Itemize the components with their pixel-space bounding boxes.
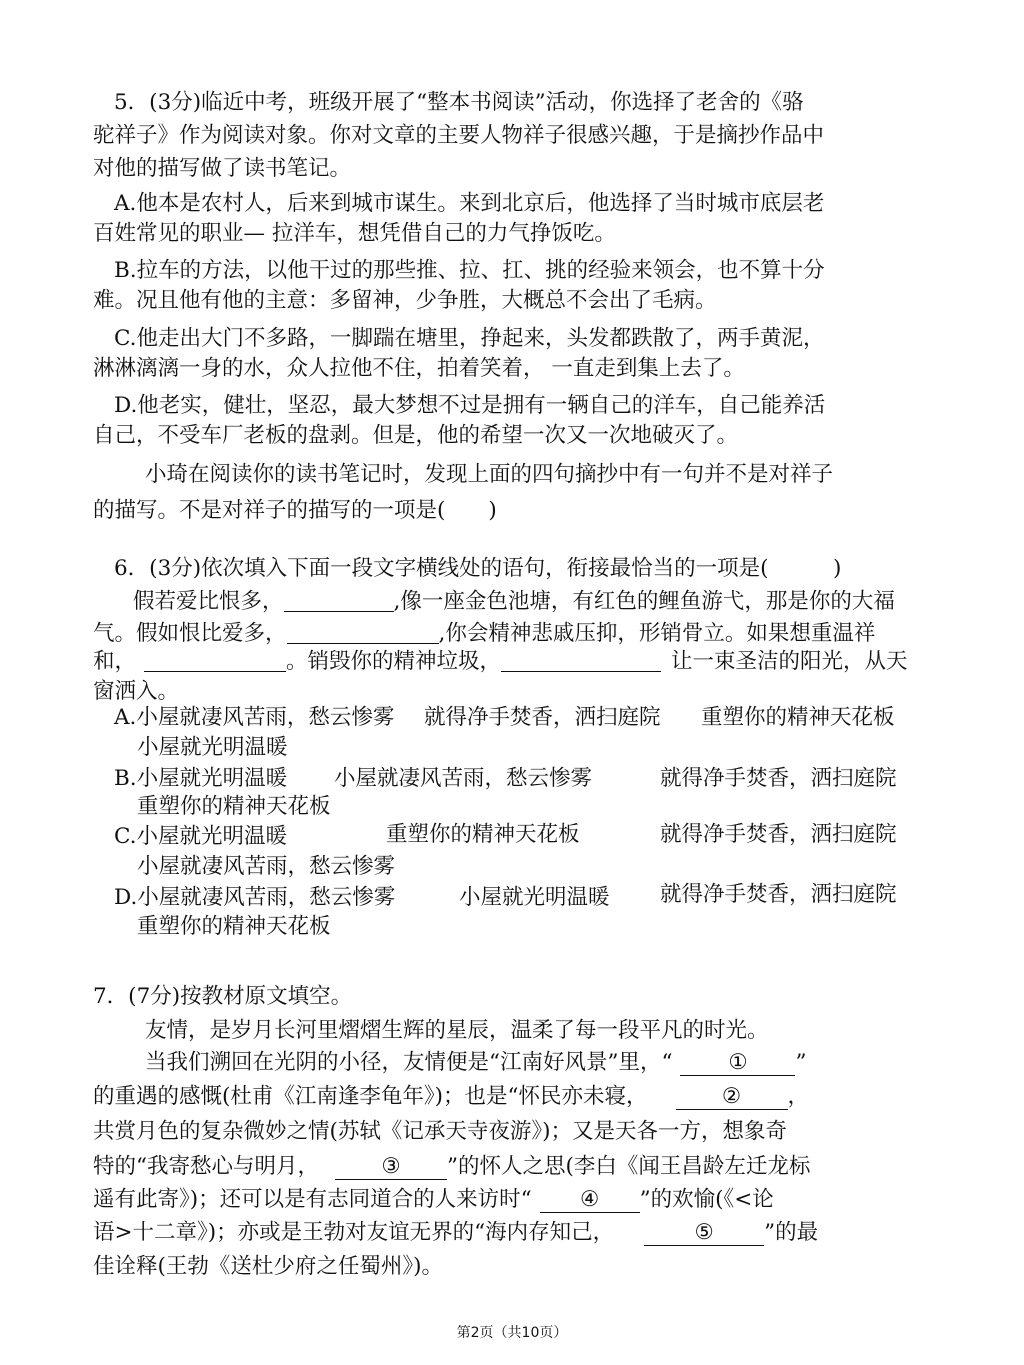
q6-passage-line-2: [93, 619, 875, 649]
q6-option-a-part-4: 小屋就光明温暖: [137, 735, 288, 760]
q6-passage-text: 让一束圣洁的阳光，从天: [671, 649, 908, 674]
q6-option-d-part-3: 就得净手焚香，洒扫庭院: [660, 882, 897, 907]
q7-text: 遥有此寄》)；还可以是有志同道合的人来访时“: [93, 1187, 532, 1212]
q6-passage-line-3: [93, 647, 908, 677]
q6-option-b-part-2: 小屋就凄风苦雨，愁云惨雾: [334, 766, 593, 791]
q7-blank-2[interactable]: ②: [676, 1085, 788, 1110]
q6-option-c-part-3: 就得净手焚香，洒扫庭院: [660, 822, 897, 847]
q5-option-d-line-2: 自己，不受车厂老板的盘剥。但是，他的希望一次又一次地破灭了。: [93, 423, 739, 448]
q6-passage-line-4: 窗洒入。: [93, 679, 180, 704]
q5-question-line-1: 小琦在阅读你的读书笔记时，发现上面的四句摘抄中有一句并不是对祥子: [145, 462, 834, 487]
q6-passage-text: 气。假如恨比爱多，: [93, 621, 287, 646]
q7-text: ”的怀人之思(李白《闻王昌龄左迁龙标: [447, 1154, 811, 1179]
q7-stem: 7．(7分)按教材原文填空。: [93, 984, 353, 1009]
q7-line-3: 共赏月色的复杂微妙之情(苏轼《记承天寺夜游》)；又是天各一方，想象奇: [93, 1119, 788, 1144]
q7-blank-3[interactable]: ③: [335, 1155, 447, 1180]
q7-text: ”的最: [764, 1220, 819, 1245]
q6-option-a-part-1: A.小屋就凄风苦雨，愁云惨雾: [114, 705, 395, 730]
q6-passage-text: ,像一座金色池塘，有红色的鲤鱼游弋，那是你的大福: [393, 589, 895, 614]
q6-passage-text: ,你会精神悲戚压抑，形销骨立。如果想重温祥: [438, 621, 876, 646]
q6-blank-2[interactable]: [287, 621, 439, 644]
q6-passage-text: 。销毁你的精神垃圾，: [286, 649, 502, 674]
q6-option-a-part-3: 重塑你的精神天花板: [701, 705, 895, 730]
q6-option-b-part-1: B.小屋就光明温暖: [114, 766, 288, 791]
q5-option-d-line-1: D.他老实，健壮，坚忍，最大梦想不过是拥有一辆自己的洋车，自己能养活: [114, 393, 826, 418]
q5-stem-line-2: 驼祥子》作为阅读对象。你对文章的主要人物祥子很感兴趣，于是摘抄作品中: [93, 123, 825, 148]
q7-text: 语>十二章》)；亦或是王勃对友谊无界的“海内存知己，: [93, 1220, 615, 1245]
q6-option-d-part-4: 重塑你的精神天花板: [137, 914, 331, 939]
q5-option-a-line-1: A.他本是农村人，后来到城市谋生。来到北京后，他选择了当时城市底层老: [114, 191, 825, 216]
q6-option-b-part-3: 就得净手焚香，洒扫庭院: [660, 766, 897, 791]
q7-blank-5[interactable]: ⑤: [644, 1221, 764, 1246]
q6-stem: 6．(3分)依次填入下面一段文字横线处的语句，衔接最恰当的一项是( ): [114, 556, 842, 581]
q5-question-line-2: 的描写。不是对祥子的描写的一项是( ): [93, 498, 497, 523]
q6-option-d-part-1: D.小屋就凄风苦雨，愁云惨雾: [114, 885, 396, 910]
q6-blank-3[interactable]: [144, 649, 286, 672]
q7-text: 特的“我寄愁心与明月，: [93, 1154, 319, 1179]
q6-option-c-part-1: C.小屋就光明温暖: [114, 824, 288, 849]
q7-line-5: [93, 1185, 774, 1215]
q6-passage-text: 假若爱比恨多，: [133, 589, 284, 614]
q6-option-d-part-2: 小屋就光明温暖: [459, 885, 610, 910]
q7-line-2: [93, 1082, 809, 1112]
q5-option-c-line-2: 淋淋漓漓一身的水，众人拉他不住，拍着笑着， 一直走到集上去了。: [93, 356, 745, 381]
q5-option-a-line-2: 百姓常见的职业— 拉洋车，想凭借自己的力气挣饭吃。: [93, 221, 616, 246]
q7-line-6: [93, 1218, 818, 1248]
q7-text: ，: [787, 1084, 810, 1109]
q7-line-7: 佳诠释(王勃《送杜少府之任蜀州》)。: [93, 1254, 444, 1279]
q7-blank-4[interactable]: ④: [540, 1188, 640, 1213]
q7-blank-1[interactable]: ①: [680, 1051, 795, 1076]
q7-line-1: [145, 1048, 806, 1078]
q5-option-b-line-2: 难。况且他有他的主意：多留神，少争胜，大概总不会出了毛病。: [93, 288, 717, 313]
q6-passage-text: 和，: [93, 649, 137, 674]
q6-blank-4[interactable]: [501, 649, 661, 672]
q6-option-a-part-2: 就得净手焚香，洒扫庭院: [424, 705, 661, 730]
q5-stem-line-3: 对他的描写做了读书笔记。: [93, 156, 352, 181]
q6-option-b-part-4: 重塑你的精神天花板: [137, 794, 331, 819]
q5-option-c-line-1: C.他走出大门不多路，一脚踹在塘里，挣起来，头发都跌散了，两手黄泥，: [114, 326, 825, 351]
q5-stem-line-1: 5．(3分)临近中考，班级开展了“整本书阅读”活动，你选择了老舍的《骆: [114, 90, 804, 115]
page-footer: 第2页（共10页）: [456, 1325, 568, 1341]
q7-intro: 友情，是岁月长河里熠熠生辉的星辰，温柔了每一段平凡的时光。: [145, 1018, 769, 1043]
q6-option-c-part-4: 小屋就凄风苦雨，愁云惨雾: [137, 854, 396, 879]
q7-text: 的重遇的感慨(杜甫《江南逢李龟年》)；也是“怀民亦未寝，: [93, 1084, 648, 1109]
q5-option-b-line-1: B.拉车的方法，以他干过的那些推、拉、扛、挑的经验来领会，也不算十分: [114, 258, 825, 283]
q6-blank-1[interactable]: [284, 589, 394, 612]
q7-text: 当我们溯回在光阴的小径，友情便是“江南好风景”里，“: [145, 1050, 673, 1075]
q7-line-4: [93, 1152, 810, 1182]
q6-passage-line-1: [133, 587, 895, 617]
q7-text: ”的欢愉(《<论: [639, 1187, 774, 1212]
q6-option-c-part-2: 重塑你的精神天花板: [386, 822, 580, 847]
q7-text: ”: [795, 1050, 807, 1075]
